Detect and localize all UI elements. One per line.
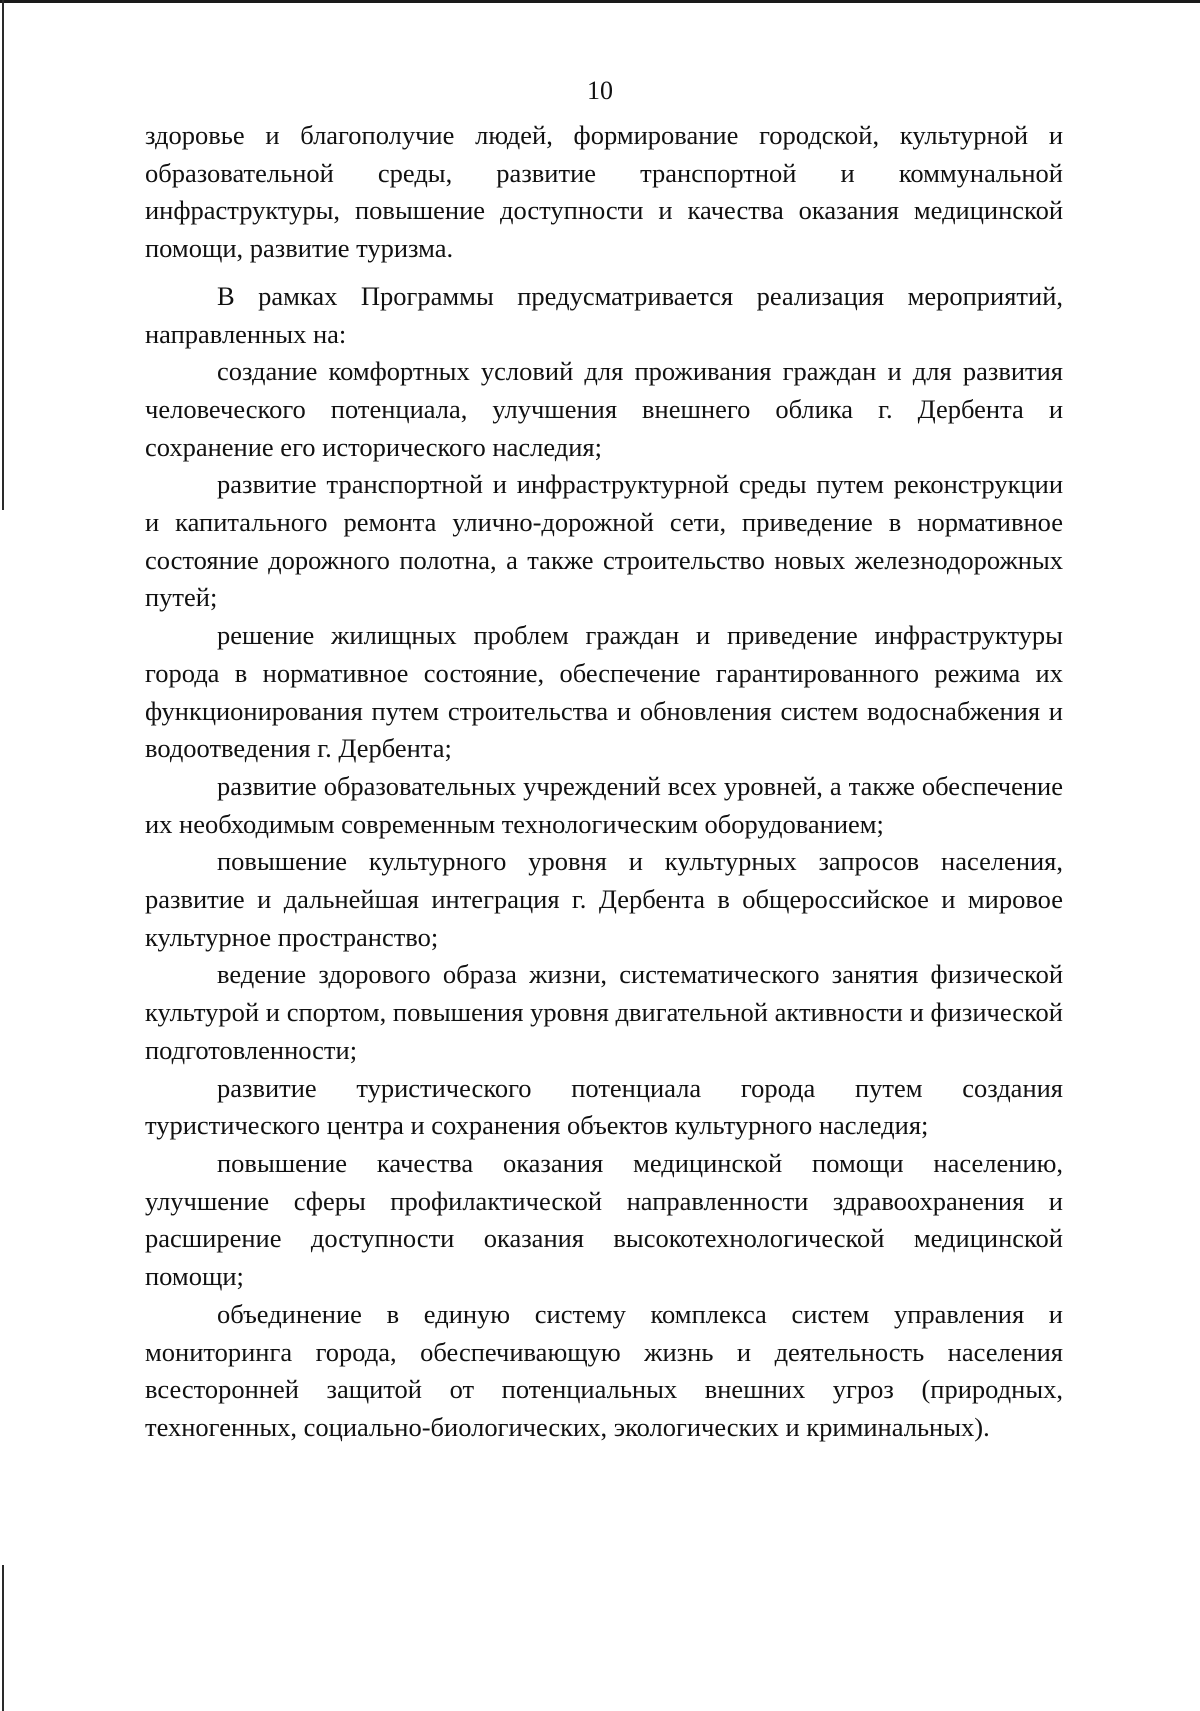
paragraph-medical-care: повышение качества оказания медицинской помощи населению, улучшение сферы профилактической направленности здравоохранения и расширение доступности оказания высокотехнологической медицинской помощи; [145,1147,1063,1292]
paragraph-culture: повышение культурного уровня и культурных запросов населения, развитие и дальнейшая интеграция г. Дербента в общероссийское и мировое культурное пространство; [145,846,1063,952]
paragraph-education: развитие образовательных учреждений всех уровней, а также обеспечение их необходимым современным технологическим оборудованием; [145,770,1063,839]
paragraph-healthy-lifestyle: ведение здорового образа жизни, систематического занятия физической культурой и спортом, повышения уровня двигательной активности и физической подготовленности; [145,959,1063,1065]
paragraph-tourism: развитие туристического потенциала города путем создания туристического центра и сохранения объектов культурного наследия; [145,1072,1063,1141]
paragraph-transport-infrastructure: развитие транспортной и инфраструктурной среды путем реконструкции и капитального ремонта улично-дорожной сети, приведение в нормативное состояние дорожного полотна, а также строительство новых железнодорожных путей; [145,469,1063,613]
paragraph-city-management-systems: объединение в единую систему комплекса систем управления и мониторинга города, обеспечивающую жизнь и деятельность населения всесторонней защитой от потенциальных внешних угроз (природных, техногенных, социально-биологических, экологических и криминальных). [145,1298,1063,1442]
paragraph-continuation: здоровье и благополучие людей, формирование городской, культурной и образовательной среды, развитие транспортной и коммунальной инфраструктуры, повышение доступности и качества оказания медицинской помощи, развитие туризма. [145,120,1063,264]
document-body [145,117,1063,1447]
paragraph-housing-utilities: решение жилищных проблем граждан и приведение инфраструктуры города в нормативное состояние, обеспечение гарантированного режима их функционирования путем строительства и обновления систем водоснабжения и водоотведения г. Дербента; [145,620,1063,764]
paragraph-program-intro: В рамках Программы предусматривается реализация мероприятий, направленных на: [145,280,1063,349]
scan-edge-top [0,0,1200,3]
scan-edge-left-lower [2,1565,4,1711]
paragraph-comfortable-conditions: создание комфортных условий для проживания граждан и для развития человеческого потенциала, улучшения внешнего облика г. Дербента и сохранение его исторического наследия; [145,356,1063,462]
page-number: 10 [587,76,613,105]
